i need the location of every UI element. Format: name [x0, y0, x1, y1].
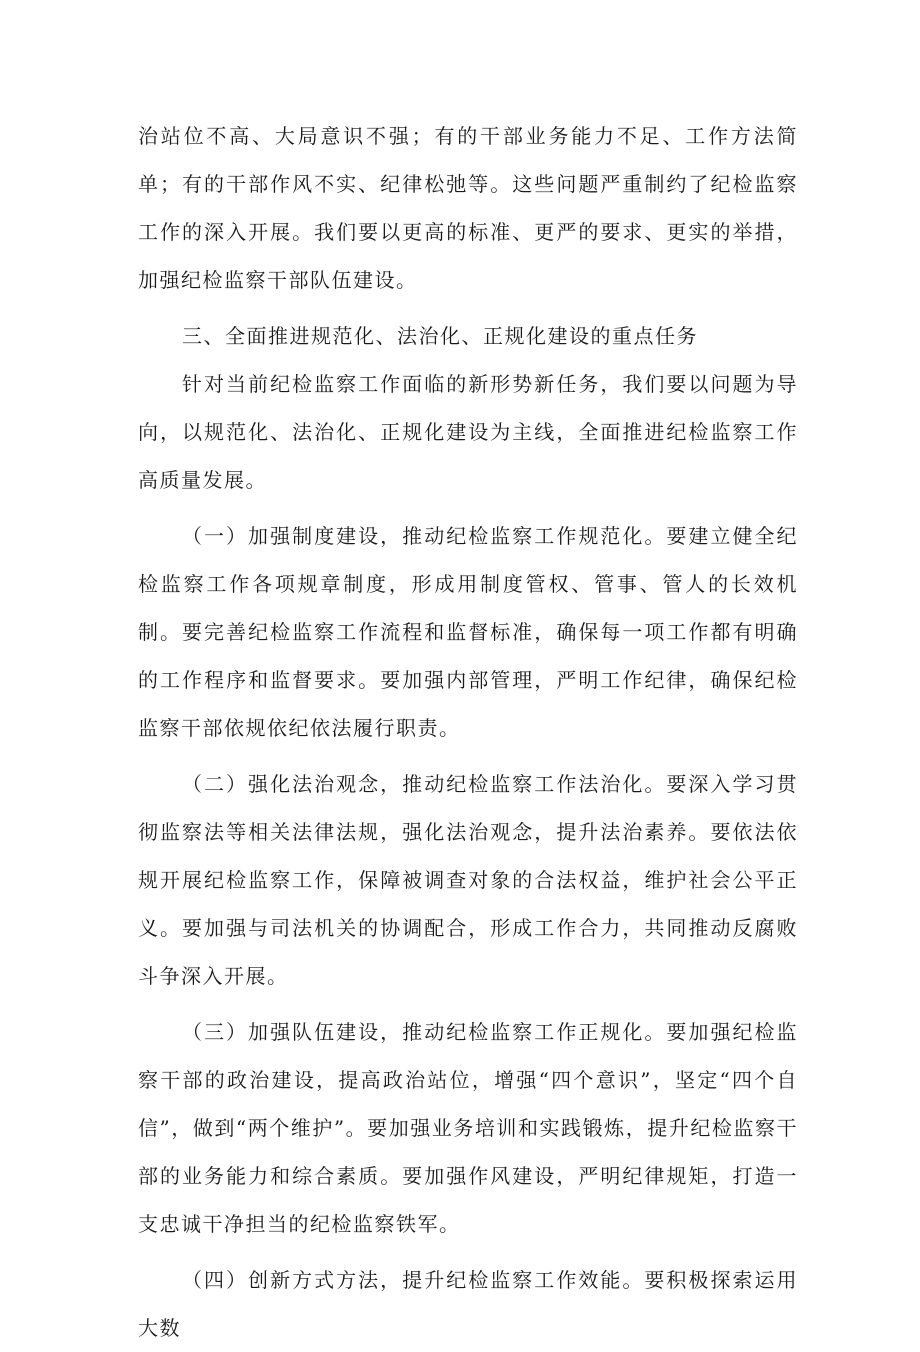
paragraph-intro: 针对当前纪检监察工作面临的新形势新任务，我们要以问题为导向，以规范化、法治化、正规化建设为主线，全面推进纪检监察工作高质量发展。 — [138, 372, 798, 492]
section-heading: 三、全面推进规范化、法治化、正规化建设的重点任务 — [182, 324, 698, 348]
paragraph-continuation: 治站位不高、大局意识不强；有的干部业务能力不足、工作方法简单；有的干部作风不实、纪律松弛等。这些问题严重制约了纪检监察工作的深入开展。我们要以更高的标准、更严的要求、更实的举措，加强纪检监察干部队伍建设。 — [138, 124, 798, 292]
paragraph-item-1: （一）加强制度建设，推动纪检监察工作规范化。要建立健全纪检监察工作各项规章制度，形成用制度管权、管事、管人的长效机制。要完善纪检监察工作流程和监督标准，确保每一项工作都有明确的工作程序和监督要求。要加强内部管理，严明工作纪律，确保纪检监察干部依规依纪依法履行职责。 — [138, 524, 798, 740]
paragraph-item-2: （二）强化法治观念，推动纪检监察工作法治化。要深入学习贯彻监察法等相关法律法规，强化法治观念，提升法治素养。要依法依规开展纪检监察工作，保障被调查对象的合法权益，维护社会公平正义。要加强与司法机关的协调配合，形成工作合力，共同推动反腐败斗争深入开展。 — [138, 772, 798, 988]
document-body — [138, 112, 798, 1352]
paragraph-item-4: （四）创新方式方法，提升纪检监察工作效能。要积极探索运用大数 — [138, 1268, 798, 1340]
paragraph-item-3: （三）加强队伍建设，推动纪检监察工作正规化。要加强纪检监察干部的政治建设，提高政治站位，增强“四个意识”，坚定“四个自信”，做到“两个维护”。要加强业务培训和实践锻炼，提升纪检监察干部的业务能力和综合素质。要加强作风建设，严明纪律规矩，打造一支忠诚干净担当的纪检监察铁军。 — [138, 1020, 798, 1236]
